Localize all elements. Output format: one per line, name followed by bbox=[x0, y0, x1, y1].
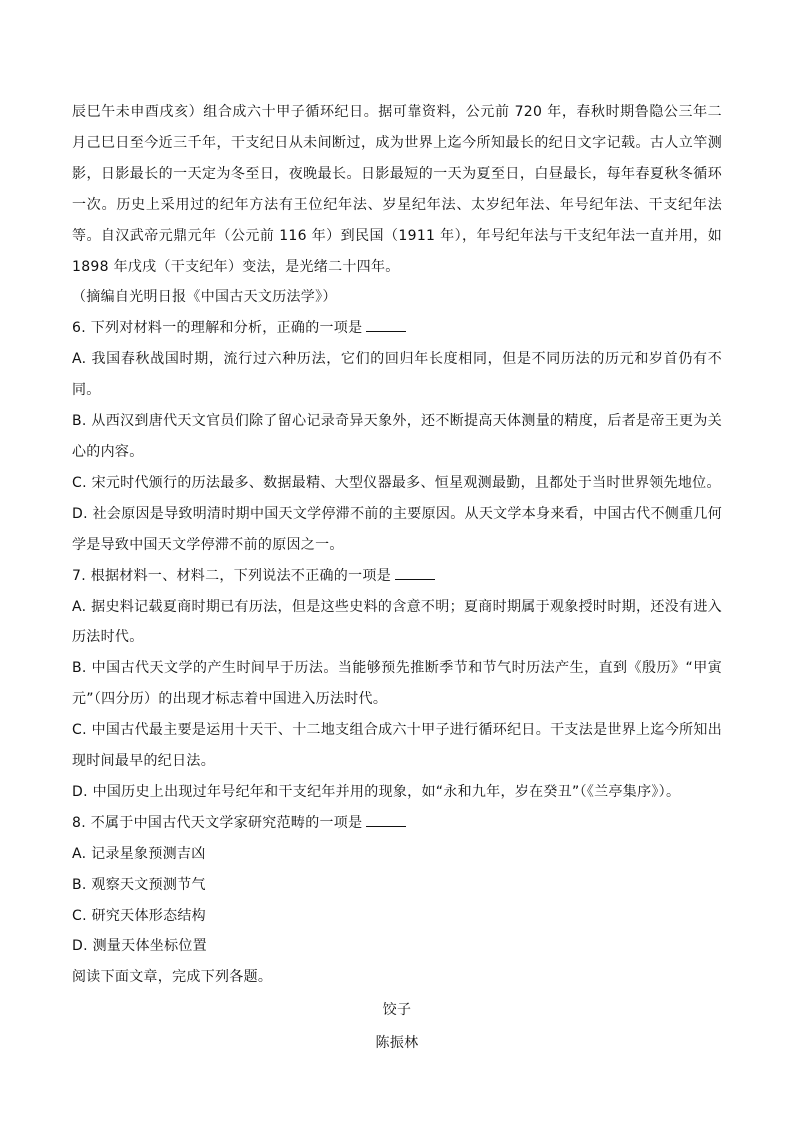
question-6-stem: 6. 下列对材料一的理解和分析，正确的一项是 bbox=[72, 313, 722, 344]
question-7-option-c: C. 中国古代最主要是运用十天干、十二地支组合成六十甲子进行循环纪日。干支法是世界上迄今所知出现时间最早的纪日法。 bbox=[72, 722, 722, 770]
question-8-stem: 8. 不属于中国古代天文学家研究范畴的一项是 bbox=[72, 808, 722, 839]
answer-blank bbox=[366, 319, 406, 332]
question-7-stem: 7. 根据材料一、材料二，下列说法不正确的一项是 bbox=[72, 561, 722, 592]
question-6-option-a: A. 我国春秋战国时期，流行过六种历法，它们的回归年长度相同，但是不同历法的历元和岁首仍有不同。 bbox=[72, 351, 722, 399]
answer-blank bbox=[395, 567, 435, 580]
question-8-option-c: C. 研究天体形态结构 bbox=[72, 907, 206, 924]
passage-text: 辰巳午未申酉戌亥）组合成六十甲子循环纪日。据可靠资料，公元前 720 年，春秋时期鲁隐公三年二月己巳日至今近三千年，干支纪日从未间断过，成为世界上迄今所知最长的纪日文字记载。古人立竿测影，日影最长的一天定为冬至日，夜晚最长。日影最短的一天为夏至日，白昼最长，每年春夏秋冬循环一次。历史上采用过的纪年方法有王位纪年法、岁星纪年法、太岁纪年法、年号纪年法、干支纪年法等。自汉武帝元鼎元年（公元前 116 年）到民国（1911 年），年号纪年法与干支纪年法一直并用，如 1898 年戊戌（干支纪年）变法，是光绪二十四年。 bbox=[72, 104, 722, 275]
question-8-option-b: B. 观察天文预测节气 bbox=[72, 876, 206, 893]
article-title: 饺子 bbox=[382, 1002, 412, 1019]
question-6-option-d: D. 社会原因是导致明清时期中国天文学停滞不前的主要原因。从天文学本身来看，中国古代不侧重几何学是导致中国天文学停滞不前的原因之一。 bbox=[72, 505, 722, 553]
question-6-option-b: B. 从西汉到唐代天文官员们除了留心记录奇异天象外，还不断提高天体测量的精度，后者是帝王更为关心的内容。 bbox=[72, 413, 722, 460]
question-8-option-a: A. 记录星象预测吉凶 bbox=[72, 845, 206, 862]
article-author: 陈振林 bbox=[375, 1035, 419, 1052]
passage-source: （摘编自光明日报《中国古天文历法学》） bbox=[72, 289, 337, 306]
answer-blank bbox=[366, 814, 406, 827]
question-7-option-d: D. 中国历史上出现过年号纪年和干支纪年并用的现象，如“永和九年，岁在癸丑”（《兰亭集序》）。 bbox=[72, 783, 681, 800]
question-7-option-b: B. 中国古代天文学的产生时间早于历法。当能够预先推断季节和节气时历法产生，直到《殷历》“甲寅元”（四分历）的出现才标志着中国进入历法时代。 bbox=[72, 660, 722, 708]
question-6-option-c: C. 宋元时代颁行的历法最多、数据最精、大型仪器最多、恒星观测最勤，且都处于当时世界领先地位。 bbox=[72, 474, 721, 491]
question-7-option-a: A. 据史料记载夏商时期已有历法，但是这些史料的含意不明；夏商时期属于观象授时时期，还没有进入历法时代。 bbox=[72, 598, 722, 646]
reading-instruction: 阅读下面文章，完成下列各题。 bbox=[72, 969, 273, 986]
document-content bbox=[72, 97, 722, 1059]
question-8-option-d: D. 测量天体坐标位置 bbox=[72, 938, 207, 955]
